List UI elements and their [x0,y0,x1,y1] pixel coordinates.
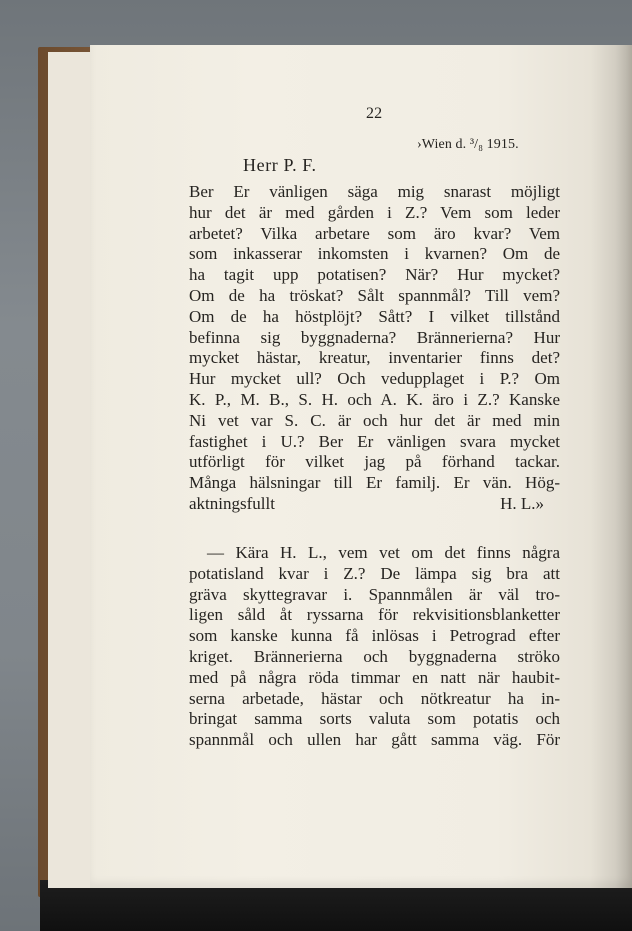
text-line: mycket hästar, kreatur, inventarier finns det? [189,348,560,368]
text-line: ligen såld åt ryssarna för rekvisitionsblanketter [189,605,560,625]
text-line: Ber Er vänligen säga mig snarast möjligt [189,182,560,201]
signature-initials: H. L.» [500,493,544,513]
letter-paragraph [189,182,560,515]
dateline: ›Wien d. ³/₈ 1915. [417,137,519,152]
text-line: ha tagit upp potatisen? När? Hur mycket? [189,265,560,285]
text-line: som inkasserar inkomsten i kvarnen? Om de [189,244,560,264]
text-line: spannmål och ullen har gått samma väg. För [189,730,560,750]
gutter-shadow [590,45,632,888]
text-line: bringat samma sorts valuta som potatis och [189,709,560,729]
text-line: som kanske kunna få inlösas i Petrograd efter [189,626,560,646]
text-line: utförligt för vilket jag på förhand tackar. [189,452,560,472]
reply-paragraph [189,543,560,751]
text-line: serna arbetade, hästar och nötkreatur ha in- [189,688,560,708]
text-line: gräva skyttegravar i. Spannmålen är väl tro- [189,584,560,604]
closing-text: aktningsfullt [189,493,275,513]
text-line: Om de ha höstplöjt? Sått? I vilket tillstånd [189,306,560,326]
text-line: fastighet i U.? Ber Er vänligen svara mycket [189,431,560,451]
text-line: potatisland kvar i Z.? De lämpa sig bra att [189,563,560,583]
text-line: Många hälsningar till Er familj. Er vän. Hög- [189,473,560,493]
closing-line [189,494,560,515]
text-line: arbetet? Vilka arbetare som äro kvar? Vem [189,223,560,243]
page-number: 22 [366,105,383,122]
text-line: — Kära H. L., vem vet om det finns några [207,543,560,562]
text-line: med på några röda timmar en natt när haubit- [189,667,560,687]
text-line: Ni vet var S. C. är och hur det är med min [189,410,560,430]
text-line: K. P., M. B., S. H. och A. K. äro i Z.? Kanske [189,389,560,409]
salutation: Herr P. F. [243,155,317,175]
text-line: hur det är med gården i Z.? Vem som leder [189,202,560,222]
text-line: Hur mycket ull? Och vedupplaget i P.? Om [189,369,560,389]
text-line: befinna sig byggnaderna? Brännerierna? Hur [189,327,560,347]
text-line: kriget. Brännerierna och byggnaderna ströko [189,646,560,666]
text-line: Om de ha tröskat? Sålt spannmål? Till vem? [189,285,560,305]
